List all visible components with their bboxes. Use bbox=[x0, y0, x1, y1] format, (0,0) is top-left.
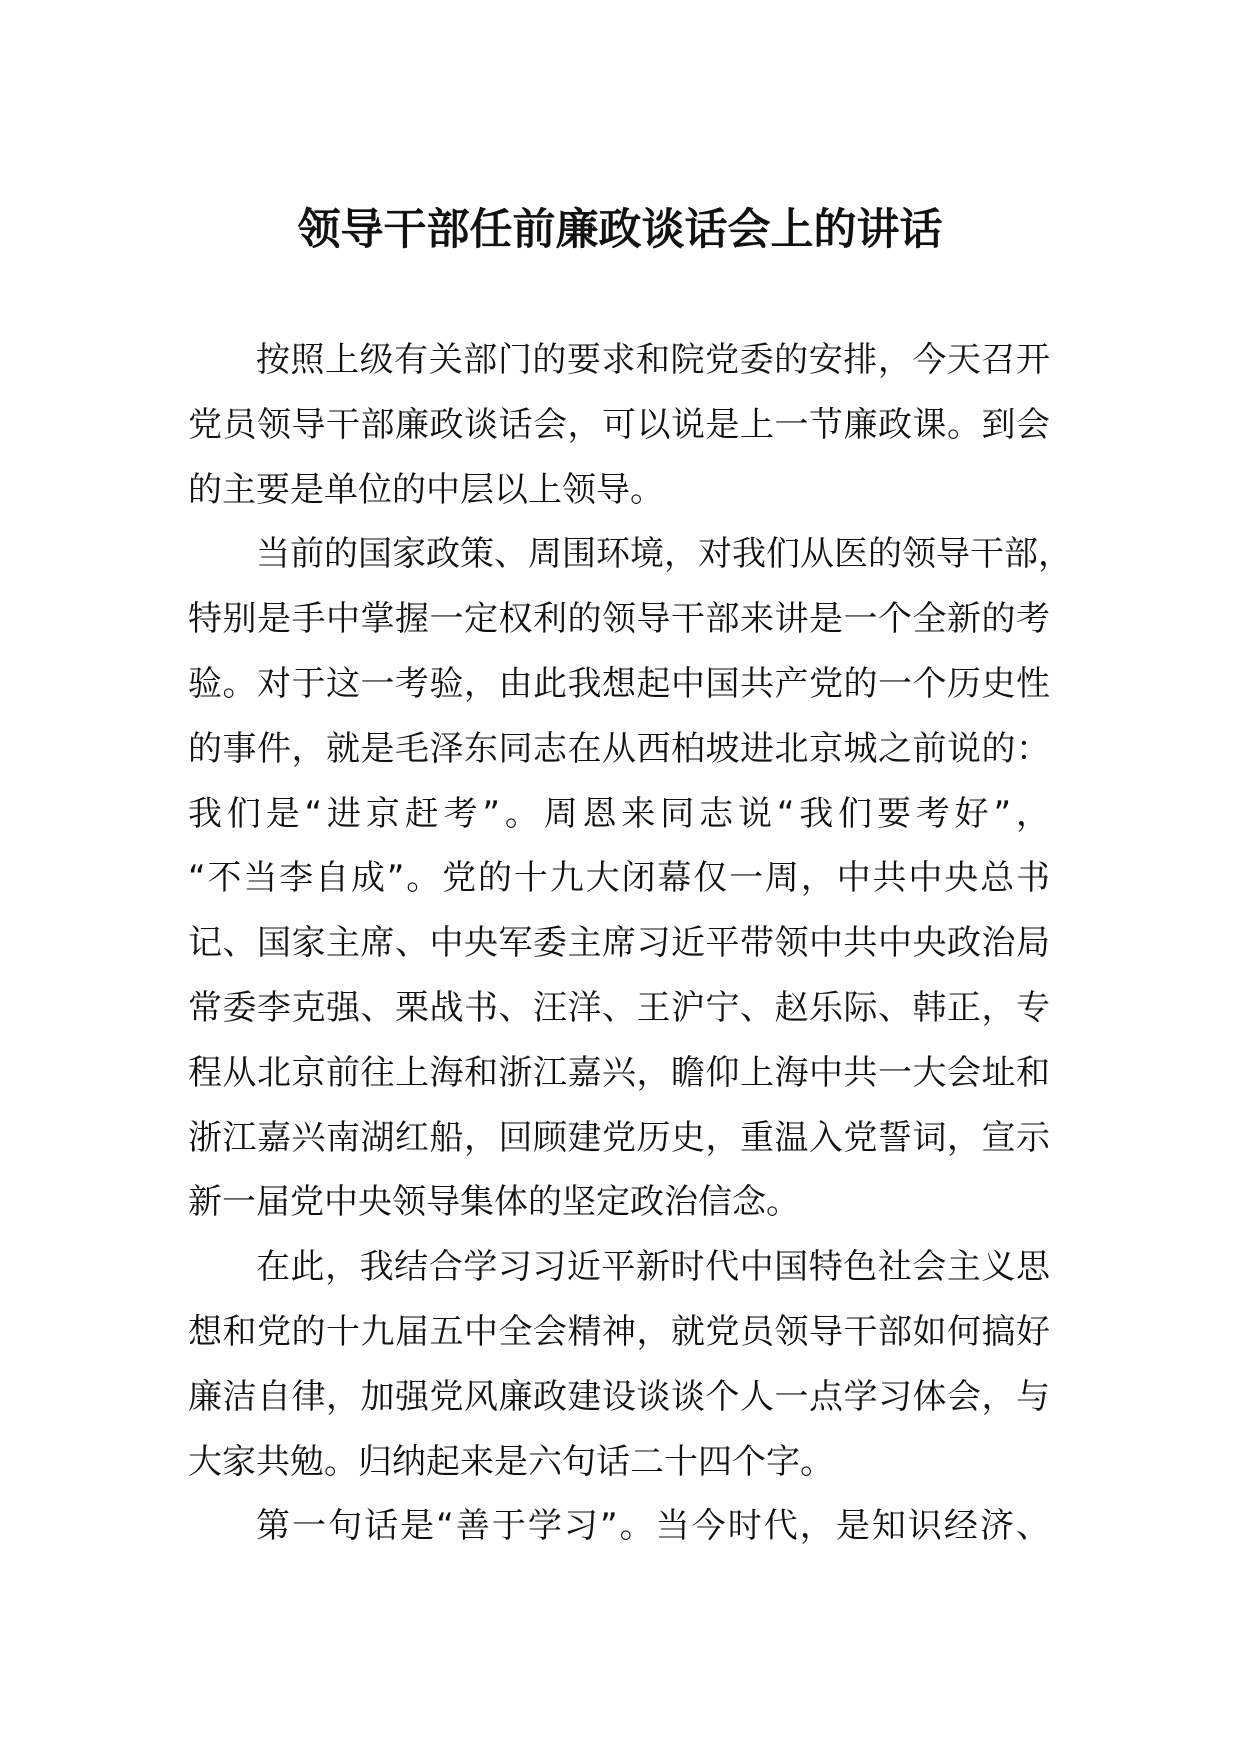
text-line: 大家共勉。归纳起来是六句话二十四个字。 bbox=[188, 1441, 834, 1482]
text-line: 当前的国家政策、周围环境，对我们从医的领导干部， bbox=[256, 534, 1072, 575]
text-line: 验。对于这一考验，由此我想起中国共产党的一个历史性 bbox=[188, 663, 1050, 704]
text-line: 党员领导干部廉政谈话会，可以说是上一节廉政课。到会 bbox=[188, 404, 1050, 445]
text-line: 新一届党中央领导集体的坚定政治信念。 bbox=[188, 1182, 800, 1223]
paragraph bbox=[188, 522, 1072, 1235]
document-title: 领导干部任前廉政谈话会上的讲话 bbox=[297, 205, 943, 255]
paragraph bbox=[188, 328, 1050, 522]
text-line: 的事件，就是毛泽东同志在从西柏坡进北京城之前说的： bbox=[188, 728, 1050, 769]
text-line: “不当李自成”。党的十九大闭幕仅一周，中共中央总书 bbox=[188, 858, 1050, 899]
text-line: 特别是手中掌握一定权利的领导干部来讲是一个全新的考 bbox=[188, 599, 1050, 640]
text-line: 想和党的十九届五中全会精神，就党员领导干部如何搞好 bbox=[188, 1311, 1050, 1352]
text-line: 的主要是单位的中层以上领导。 bbox=[188, 469, 664, 510]
paragraph bbox=[188, 1494, 1050, 1559]
text-line: 我们是“进京赶考”。周恩来同志说“我们要考好”， bbox=[188, 793, 1050, 834]
document-body bbox=[188, 328, 1072, 1559]
text-line: 常委李克强、栗战书、汪洋、王沪宁、赵乐际、韩正，专 bbox=[188, 987, 1050, 1028]
text-line: 程从北京前往上海和浙江嘉兴，瞻仰上海中共一大会址和 bbox=[188, 1052, 1050, 1093]
text-line: 第一句话是“善于学习”。当今时代，是知识经济、 bbox=[256, 1506, 1050, 1547]
text-line: 浙江嘉兴南湖红船，回顾建党历史，重温入党誓词，宣示 bbox=[188, 1117, 1050, 1158]
text-line: 廉洁自律，加强党风廉政建设谈谈个人一点学习体会，与 bbox=[188, 1376, 1050, 1417]
paragraph bbox=[188, 1235, 1050, 1494]
text-line: 在此，我结合学习习近平新时代中国特色社会主义思 bbox=[256, 1247, 1050, 1288]
text-line: 按照上级有关部门的要求和院党委的安排，今天召开 bbox=[256, 340, 1050, 380]
text-line: 记、国家主席、中央军委主席习近平带领中共中央政治局 bbox=[188, 923, 1050, 964]
